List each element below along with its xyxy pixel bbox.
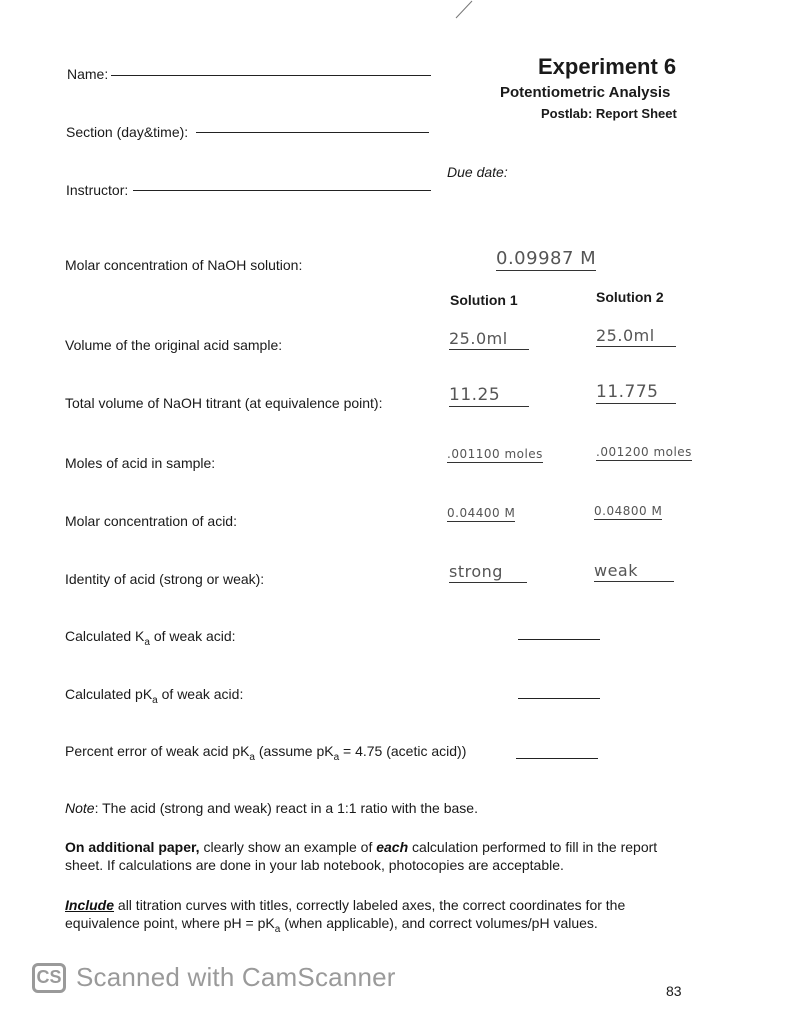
name-line bbox=[111, 75, 431, 76]
solution1-header: Solution 1 bbox=[450, 292, 518, 308]
sol1-volume-value: 25.0ml bbox=[449, 329, 529, 350]
row-label-acid-concentration: Molar concentration of acid: bbox=[65, 513, 237, 529]
sol1-acid-concentration-value: 0.04400 M bbox=[447, 506, 516, 520]
row-label-volume: Volume of the original acid sample: bbox=[65, 337, 283, 353]
camscanner-logo-icon: CS bbox=[32, 963, 66, 993]
sol2-volume-value: 25.0ml bbox=[596, 326, 676, 347]
pka-blank-line bbox=[518, 698, 600, 699]
naoh-concentration-value: 0.09987 M bbox=[496, 248, 597, 269]
additional-paper-paragraph: On additional paper, clearly show an example of each calculation performed to fill in the report sheet. If calculations are done in your lab notebook, photocopies are acceptable. bbox=[65, 839, 658, 873]
row-label-naoh-volume: Total volume of NaOH titrant (at equivalence point): bbox=[65, 395, 383, 411]
due-date-label: Due date: bbox=[447, 164, 508, 180]
include-paragraph: Include all titration curves with titles, correctly labeled axes, the correct coordinates for the equivalence point, where pH = $pK_a$ (when applicable), and correct volumes/pH values. bbox=[65, 897, 626, 935]
sol2-moles-value: .001200 moles bbox=[596, 445, 692, 459]
sol2-acid-concentration-value: 0.04800 M bbox=[594, 504, 663, 518]
camscanner-text: Scanned with CamScanner bbox=[76, 962, 396, 992]
note-paragraph: Note: The acid (strong and weak) react in a 1:1 ratio with the base. bbox=[65, 800, 478, 816]
name-label: Name: bbox=[67, 66, 109, 82]
camscanner-watermark bbox=[32, 962, 396, 993]
pka-label: Calculated $pK_a$ of weak acid: bbox=[65, 686, 244, 706]
instructor-line bbox=[133, 190, 431, 191]
ka-blank-line bbox=[518, 639, 600, 640]
sol1-identity-value: strong bbox=[449, 562, 527, 583]
percent-error-label: Percent error of weak acid $pK_a$ (assume $pK_a = 4.75$ (acetic acid)) bbox=[65, 743, 467, 763]
sol2-naoh-volume-value: 11.775 bbox=[596, 382, 676, 404]
experiment-subtitle: Potentiometric Analysis bbox=[500, 84, 671, 101]
sol1-naoh-volume-value: 11.25 bbox=[449, 385, 529, 407]
ka-label: Calculated $K_a$ of weak acid: bbox=[65, 628, 236, 648]
percent-error-blank-line bbox=[516, 758, 598, 759]
section-label: Section (day&time): bbox=[66, 124, 189, 140]
sol1-moles-value: .001100 moles bbox=[447, 447, 543, 461]
page-number: 83 bbox=[666, 983, 682, 999]
pen-stroke-mark bbox=[452, 0, 474, 20]
report-sheet-subtitle: Postlab: Report Sheet bbox=[541, 106, 677, 121]
row-label-identity: Identity of acid (strong or weak): bbox=[65, 571, 265, 587]
experiment-title: Experiment 6 bbox=[538, 54, 677, 79]
sol2-identity-value: weak bbox=[594, 561, 674, 582]
section-line bbox=[196, 132, 429, 133]
solution2-header: Solution 2 bbox=[596, 289, 664, 305]
row-label-moles: Moles of acid in sample: bbox=[65, 455, 216, 471]
naoh-concentration-label: Molar concentration of NaOH solution: bbox=[65, 257, 303, 273]
instructor-label: Instructor: bbox=[66, 182, 129, 198]
